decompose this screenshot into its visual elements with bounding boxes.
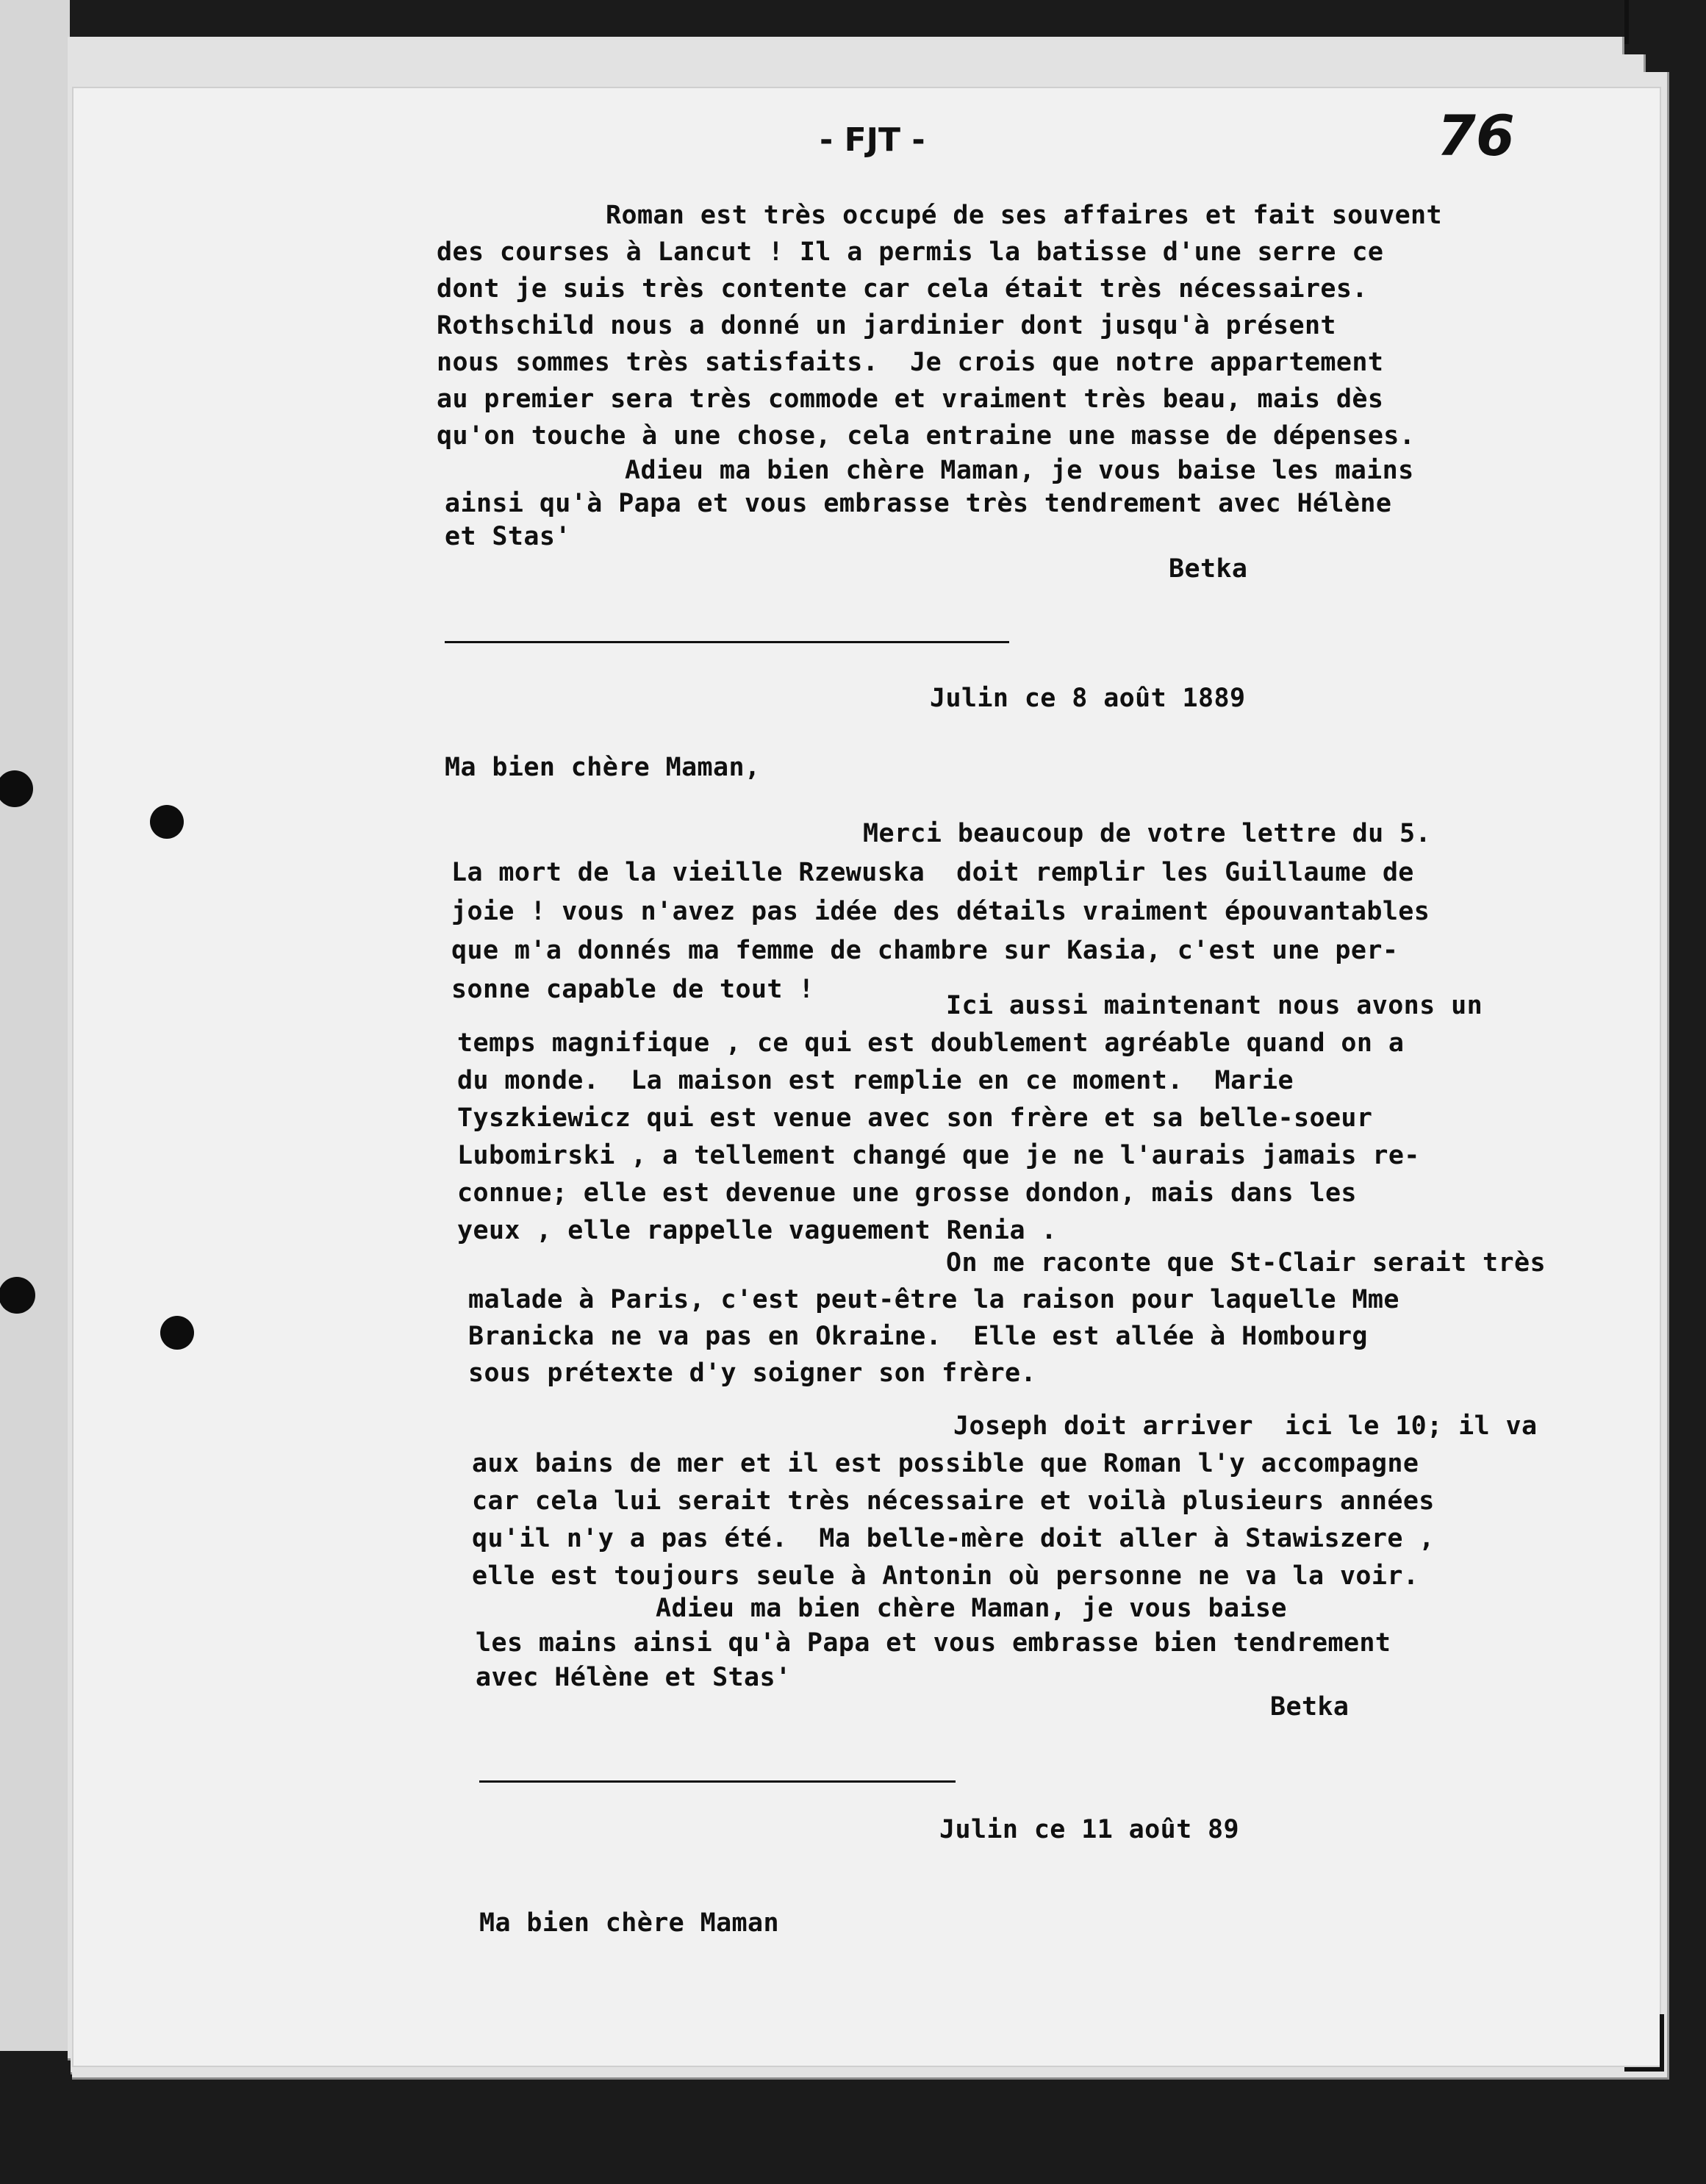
binder-hole <box>0 1277 35 1314</box>
closing-paragraph: Adieu ma bien chère Maman, je vous baise les mains ainsi qu'à Papa et vous embrasse très tendrement avec Hélène et Stas' <box>445 456 1414 551</box>
corner-mark <box>1624 2067 1664 2072</box>
paragraph-letter: Merci beaucoup de votre lettre du 5. La mort de la vieille Rzewuska doit remplir les Guillaume de joie ! vous n'avez pas idée des détails vraiment épouvantables que m'a donnés ma femme de chambre sur Kasia, c'est une per- sonne capable de tout ! <box>451 819 1431 1004</box>
letter-separator <box>479 1780 956 1783</box>
left-facing-page <box>0 0 70 2051</box>
corner-mark <box>1624 0 1629 44</box>
signature: Betka <box>1270 1692 1350 1722</box>
page-number: 76 <box>1437 103 1515 168</box>
salutation: Ma bien chère Maman, <box>445 753 761 782</box>
corner-mark <box>1660 2014 1664 2072</box>
letter-separator <box>445 641 1009 643</box>
punch-hole <box>160 1316 194 1350</box>
paragraph-st-clair: On me raconte que St-Clair serait très malade à Paris, c'est peut-être la raison pour laquelle Mme Branicka ne va pas en Okraine. Elle est allée à Hombourg sous prétexte d'y soigner son frère. <box>468 1248 1546 1388</box>
paragraph-weather: Ici aussi maintenant nous avons un temps magnifique , ce qui est doublement agréable quand on a du monde. La maison est remplie en ce moment. Marie Tyszkiewicz qui est venue avec son frère et sa belle-soeur Lubomirski , a tellement changé que je ne l'aurais jamais re- connue; elle est devenue une grosse dondon, mais dans les yeux , elle rappelle vaguement Renia . <box>457 991 1483 1245</box>
page-mark: - FJT - <box>820 121 925 159</box>
signature: Betka <box>1169 554 1248 584</box>
typed-letter-page <box>74 88 1660 2066</box>
salutation: Ma bien chère Maman <box>479 1908 779 1938</box>
paragraph-roman: Roman est très occupé de ses affaires et fait souvent des courses à Lancut ! Il a permis la batisse d'une serre ce dont je suis très contente car cela était très nécessaires. Rothschild nous a donné un jardinier dont jusqu'à présent nous sommes très satisfaits. Je crois que notre appartement au premier sera très commode et vraiment très beau, mais dès qu'on touche à une chose, cela entraine une masse de dépenses. <box>437 201 1443 451</box>
closing-paragraph: Adieu ma bien chère Maman, je vous baise les mains ainsi qu'à Papa et vous embrasse bien tendrement avec Hélène et Stas' <box>476 1594 1391 1692</box>
paragraph-joseph: Joseph doit arriver ici le 10; il va aux bains de mer et il est possible que Roman l'y accompagne car cela lui serait très nécessaire et voilà plusieurs années qu'il n'y a pas été. Ma belle-mère doit aller à Stawiszere , elle est toujours seule à Antonin où personne ne va la voir. <box>472 1411 1538 1591</box>
punch-hole <box>150 805 184 839</box>
letter-date: Julin ce 11 août 89 <box>939 1815 1239 1844</box>
letter-date: Julin ce 8 août 1889 <box>930 684 1246 713</box>
